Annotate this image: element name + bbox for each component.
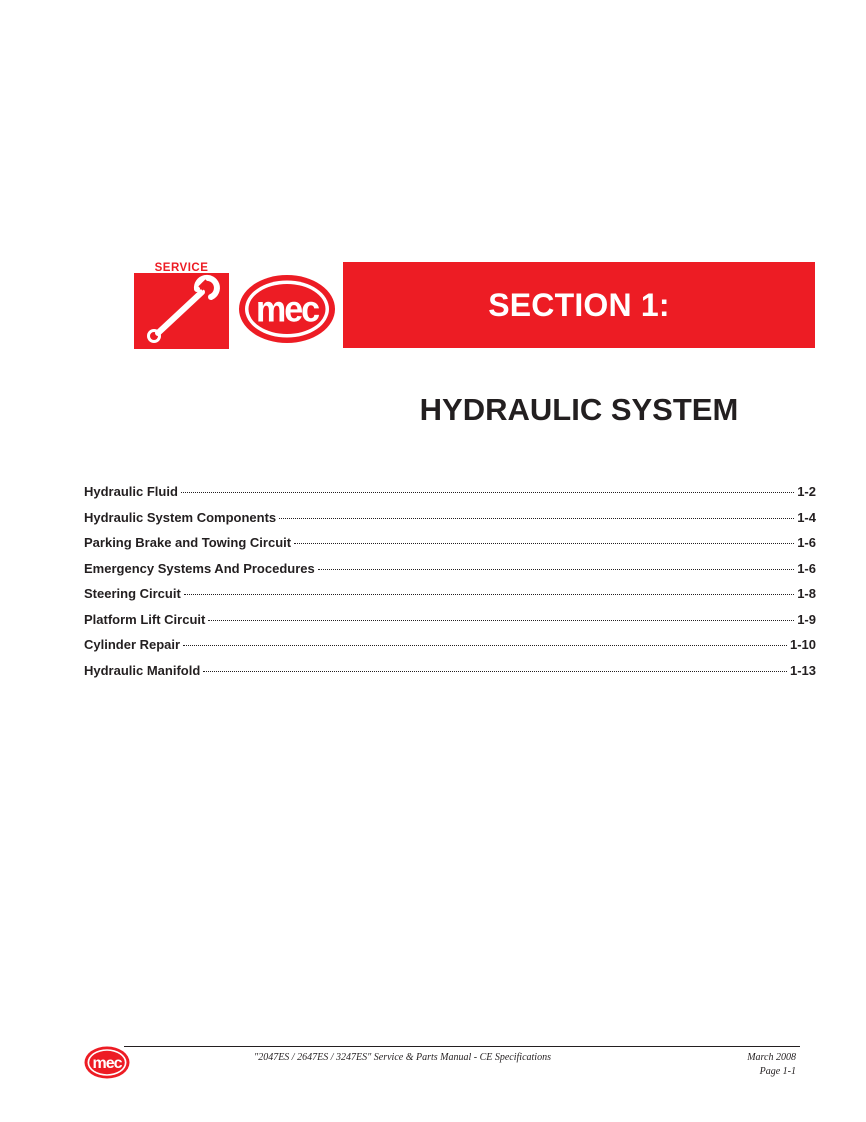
toc-dot-leader xyxy=(208,620,794,621)
footer-mec-logo xyxy=(83,1045,131,1080)
toc-dot-leader xyxy=(294,543,794,544)
toc-dot-leader xyxy=(183,645,787,646)
toc-entry-label: Hydraulic System Components xyxy=(84,509,277,525)
toc-entry-label: Emergency Systems And Procedures xyxy=(84,560,315,576)
toc-entry-steering-circuit[interactable] xyxy=(84,586,816,612)
chapter-title: HYDRAULIC SYSTEM xyxy=(419,392,739,427)
toc-entry-label: Parking Brake and Towing Circuit xyxy=(84,535,292,550)
toc-dot-leader xyxy=(203,671,787,672)
toc-entry-platform-lift-circuit[interactable] xyxy=(84,612,816,638)
toc-entry-page: 1-13 xyxy=(789,662,816,678)
toc-dot-leader xyxy=(181,492,794,493)
mec-brand-logo xyxy=(236,272,338,346)
footer-manual-title: "2047ES / 2647ES / 3247ES" Service & Parts Manual - CE Specifications xyxy=(254,1052,551,1063)
service-logo-text: SERVICE xyxy=(154,262,209,274)
table-of-contents xyxy=(84,484,816,688)
toc-entry-page: 1-6 xyxy=(797,560,816,576)
section-banner xyxy=(343,262,815,348)
footer-page-number: Page 1-1 xyxy=(759,1066,796,1077)
toc-entry-parking-brake[interactable] xyxy=(84,535,816,561)
toc-dot-leader xyxy=(318,569,794,570)
footer-mec-logo-text: mec xyxy=(92,1055,122,1072)
section-title: SECTION 1: xyxy=(488,286,670,323)
toc-entry-cylinder-repair[interactable] xyxy=(84,637,816,663)
footer-divider xyxy=(124,1046,800,1047)
toc-entry-page: 1-4 xyxy=(797,509,816,525)
toc-dot-leader xyxy=(184,594,794,595)
toc-entry-label: Platform Lift Circuit xyxy=(84,611,206,627)
toc-entry-hydraulic-fluid[interactable] xyxy=(84,484,816,510)
toc-entry-label: Cylinder Repair xyxy=(84,637,181,652)
toc-dot-leader xyxy=(279,518,794,519)
toc-entry-page: 1-8 xyxy=(797,586,816,601)
mec-logo-text: mec xyxy=(255,288,319,330)
toc-entry-page: 1-10 xyxy=(789,637,816,652)
toc-entry-page: 1-9 xyxy=(797,611,816,627)
toc-entry-emergency-systems[interactable] xyxy=(84,561,816,587)
toc-entry-label: Hydraulic Manifold xyxy=(84,662,201,678)
toc-entry-label: Hydraulic Fluid xyxy=(84,484,178,499)
toc-entry-hydraulic-system-components[interactable] xyxy=(84,510,816,536)
footer-date: March 2008 xyxy=(747,1052,796,1063)
toc-entry-label: Steering Circuit xyxy=(84,586,181,601)
toc-entry-hydraulic-manifold[interactable] xyxy=(84,663,816,689)
toc-entry-page: 1-2 xyxy=(797,484,816,499)
toc-entry-page: 1-6 xyxy=(797,535,816,550)
service-wrench-logo xyxy=(134,262,229,349)
